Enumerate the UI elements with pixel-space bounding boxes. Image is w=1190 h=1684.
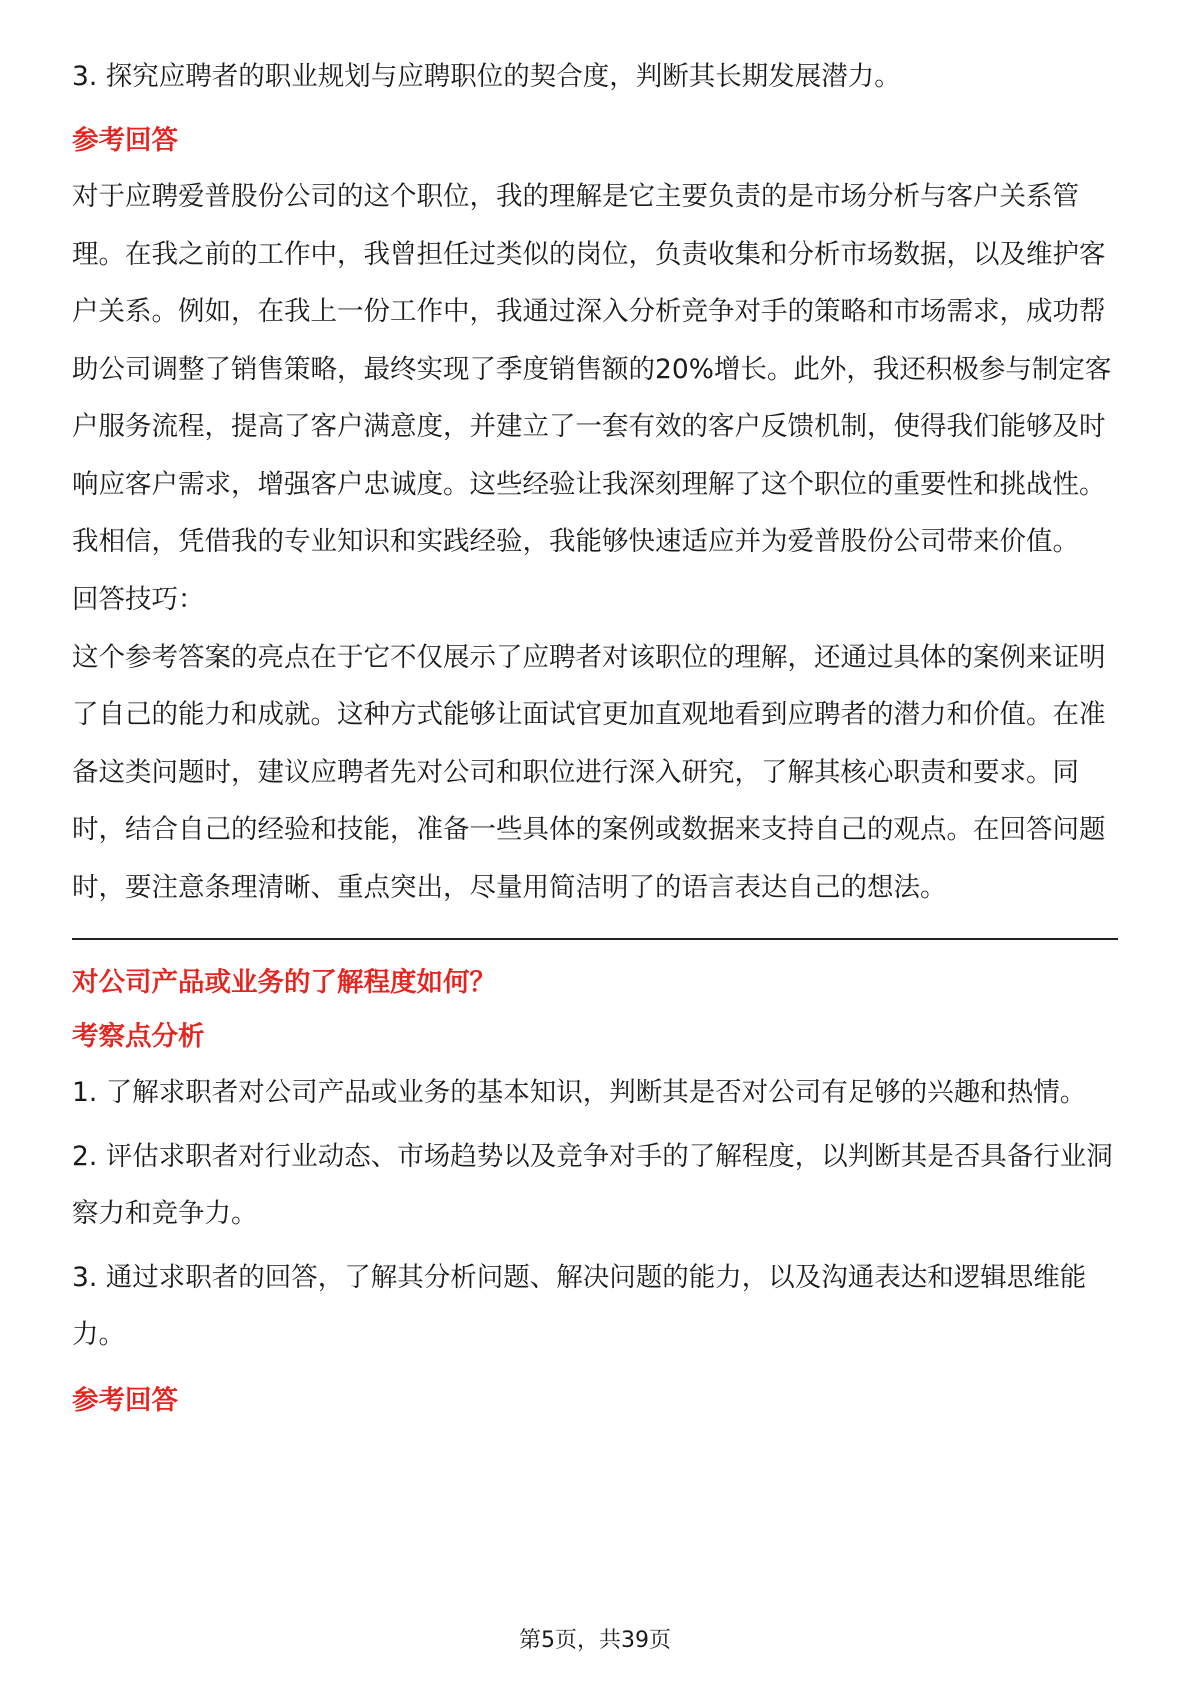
question-title: 对公司产品或业务的了解程度如何？ [72, 967, 496, 998]
section-divider [72, 938, 1118, 940]
analysis-point-2: 2. 评估求职者对行业动态、市场趋势以及竞争对手的了解程度，以判断其是否具备行业洞察力和竞争力。 [72, 1140, 1113, 1229]
page-content [72, 48, 1118, 1428]
top-list-item: 3. 探究应聘者的职业规划与应聘职位的契合度，判断其长期发展潜力。 [72, 61, 901, 92]
analysis-point-3: 3. 通过求职者的回答，了解其分析问题、解决问题的能力，以及沟通表达和逻辑思维能力。 [72, 1261, 1087, 1350]
analysis-point-1: 1. 了解求职者对公司产品或业务的基本知识，判断其是否对公司有足够的兴趣和热情。 [72, 1077, 1087, 1108]
analysis-heading: 考察点分析 [72, 1021, 205, 1052]
tips-paragraph: 这个参考答案的亮点在于它不仅展示了应聘者对该职位的理解，还通过具体的案例来证明了自己的能力和成就。这种方式能够让面试官更加直观地看到应聘者的潜力和价值。在准备这类问题时，建议应聘者先对公司和职位进行深入研究，了解其核心职责和要求。同时，结合自己的经验和技能，准备一些具体的案例或数据来支持自己的观点。在回答问题时，要注意条理清晰、重点突出，尽量用简洁明了的语言表达自己的想法。 [72, 641, 1106, 903]
answer-heading-1: 参考回答 [72, 125, 178, 156]
tips-label: 回答技巧： [72, 583, 205, 615]
page-number-footer: 第5页，共39页 [519, 1628, 671, 1653]
answer-heading-2: 参考回答 [72, 1384, 178, 1416]
answer-paragraph-1: 对于应聘爱普股份公司的这个职位，我的理解是它主要负责的是市场分析与客户关系管理。在我之前的工作中，我曾担任过类似的岗位，负责收集和分析市场数据，以及维护客户关系。例如，在我上一份工作中，我通过深入分析竞争对手的策略和市场需求，成功帮助公司调整了销售策略，最终实现了季度销售额的20%增长。此外，我还积极参与制定客户服务流程，提高了客户满意度，并建立了一套有效的客户反馈机制，使得我们能够及时响应客户需求，增强客户忠诚度。这些经验让我深刻理解了这个职位的重要性和挑战性。我相信，凭借我的专业知识和实践经验，我能够快速适应并为爱普股份公司带来价值。 [72, 181, 1112, 557]
